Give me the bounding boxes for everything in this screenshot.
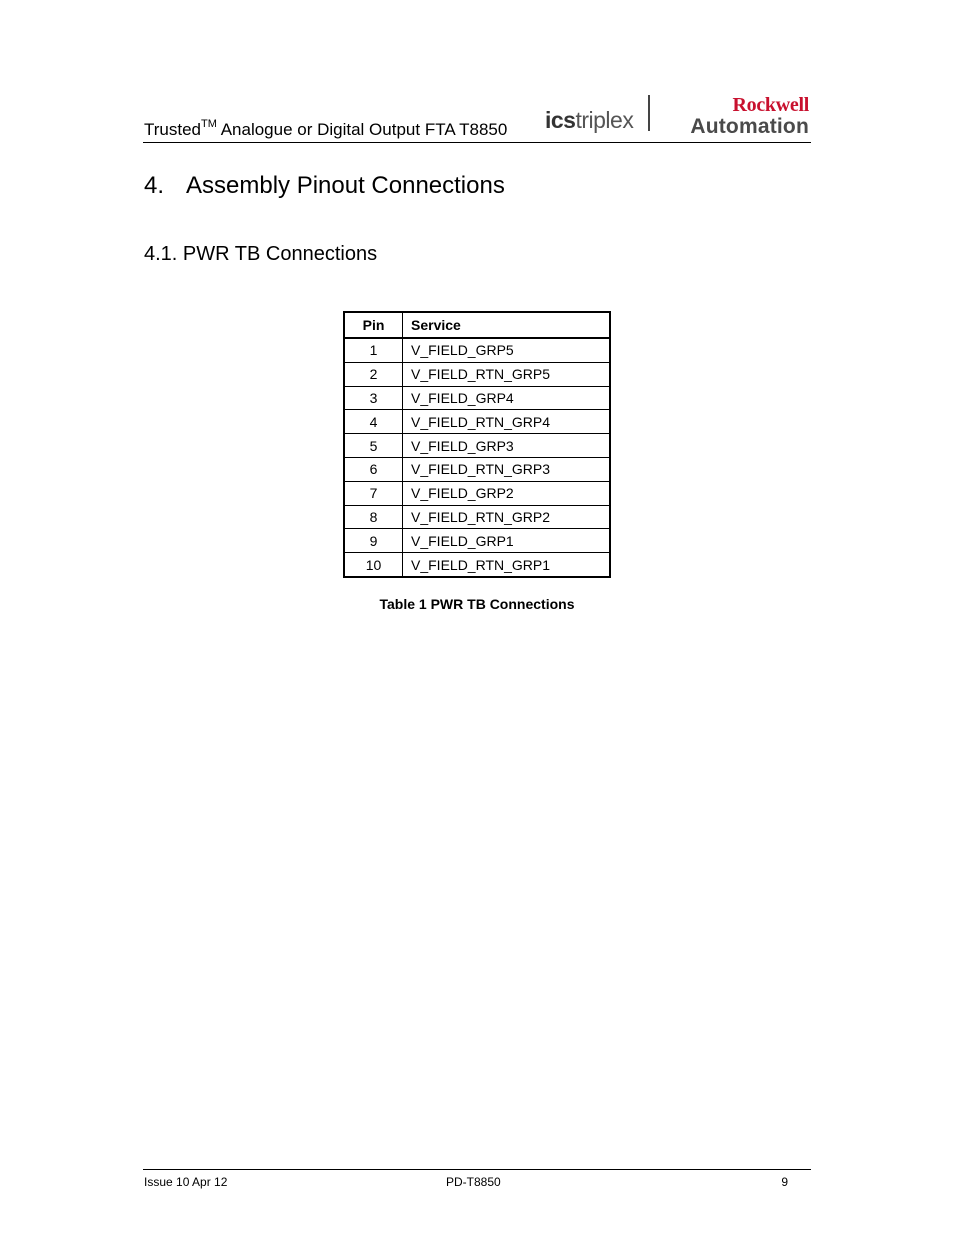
pin-cell: 7 <box>344 481 403 505</box>
footer-page-number: 9 <box>781 1175 788 1189</box>
logo-divider <box>648 95 650 131</box>
pin-cell: 10 <box>344 553 403 577</box>
pin-cell: 6 <box>344 457 403 481</box>
table-row <box>344 362 610 386</box>
service-cell: V_FIELD_GRP2 <box>403 481 611 505</box>
table-row <box>344 505 610 529</box>
column-header-service: Service <box>403 312 611 338</box>
table-row <box>344 529 610 553</box>
service-cell: V_FIELD_RTN_GRP3 <box>403 457 611 481</box>
table-row <box>344 338 610 362</box>
page-header <box>143 92 811 143</box>
table-row <box>344 434 610 458</box>
table-caption: Table 1 PWR TB Connections <box>379 596 575 612</box>
footer-doc-id: PD-T8850 <box>446 1175 501 1189</box>
header-title-prefix: Trusted <box>144 120 202 139</box>
column-header-pin: Pin <box>344 312 403 338</box>
table-header-row <box>344 312 610 338</box>
logo-ics-text: ics <box>545 107 576 133</box>
pin-cell: 3 <box>344 386 403 410</box>
service-cell: V_FIELD_GRP1 <box>403 529 611 553</box>
section-title: Assembly Pinout Connections <box>186 172 505 199</box>
logo-rockwell-text: Rockwell <box>732 94 809 116</box>
section-heading <box>144 172 505 200</box>
section-number: 4. <box>144 172 165 199</box>
pin-cell: 2 <box>344 362 403 386</box>
pin-cell: 5 <box>344 434 403 458</box>
header-title <box>144 120 507 140</box>
table-row <box>344 457 610 481</box>
table-row <box>344 386 610 410</box>
pin-cell: 8 <box>344 505 403 529</box>
service-cell: V_FIELD_RTN_GRP4 <box>403 410 611 434</box>
table-row <box>344 481 610 505</box>
footer-issue: Issue 10 Apr 12 <box>144 1175 228 1189</box>
service-cell: V_FIELD_RTN_GRP1 <box>403 553 611 577</box>
subsection-heading: 4.1. PWR TB Connections <box>144 243 378 265</box>
pin-cell: 1 <box>344 338 403 362</box>
service-cell: V_FIELD_GRP4 <box>403 386 611 410</box>
trademark-mark: TM <box>201 118 217 130</box>
logo-automation-text: Automation <box>690 115 809 138</box>
service-cell: V_FIELD_RTN_GRP5 <box>403 362 611 386</box>
pinout-table <box>343 311 611 578</box>
rockwell-automation-logo <box>690 95 809 137</box>
pin-cell: 9 <box>344 529 403 553</box>
service-cell: V_FIELD_GRP5 <box>403 338 611 362</box>
service-cell: V_FIELD_GRP3 <box>403 434 611 458</box>
table-row <box>344 410 610 434</box>
ics-triplex-logo <box>545 107 633 134</box>
header-title-suffix: Analogue or Digital Output FTA T8850 <box>216 120 508 139</box>
page-footer <box>143 1169 811 1189</box>
pin-cell: 4 <box>344 410 403 434</box>
logo-triplex-text: triplex <box>575 107 634 133</box>
table-row <box>344 553 610 577</box>
service-cell: V_FIELD_RTN_GRP2 <box>403 505 611 529</box>
